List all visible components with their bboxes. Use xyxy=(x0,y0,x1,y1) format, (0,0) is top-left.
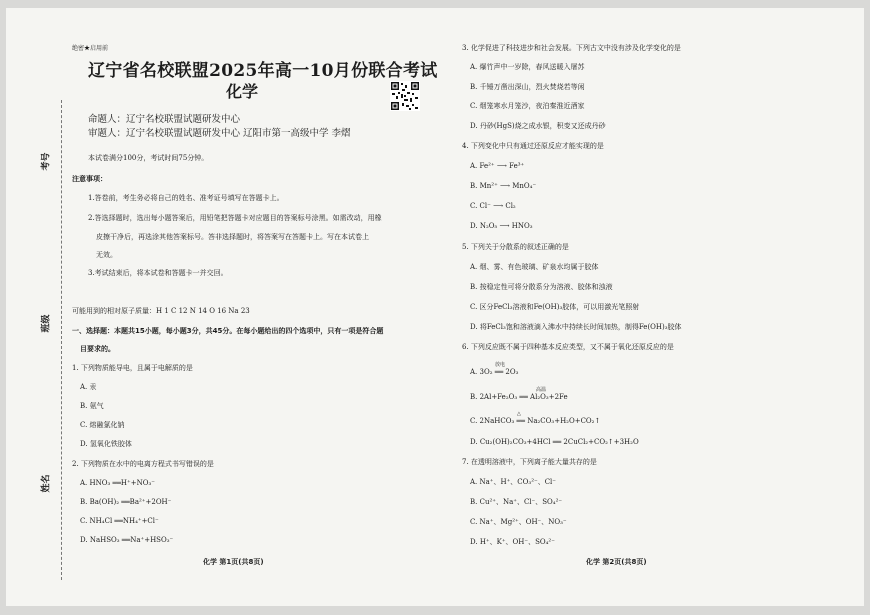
option: D. 丹砂(HgS)烧之成水银，积变又还成丹砂 xyxy=(470,122,606,130)
option: D. 氢氧化铁胶体 xyxy=(80,440,132,448)
option: C. 烟笼寒水月笼沙，夜泊秦淮近酒家 xyxy=(470,102,585,110)
option: A. HNO₃ ══H⁺+NO₃⁻ xyxy=(80,479,155,487)
notice-line: 1.答卷前，考生务必将自己的姓名、准考证号填写在答题卡上。 xyxy=(88,194,284,202)
option: B. Ba(OH)₂ ══Ba²⁺+2OH⁻ xyxy=(80,498,172,506)
notice-line: 无效。 xyxy=(96,251,117,259)
option: B. Cu²⁺、Na⁺、Cl⁻、SO₄²⁻ xyxy=(470,498,563,506)
question-stem: 2. 下列物质在水中的电离方程式书写错误的是 xyxy=(72,460,214,468)
reaction-condition: 高温 xyxy=(536,387,547,393)
notice-line: 皮擦干净后，再选涂其他答案标号。答非选择题时，将答案写在答题卡上。写在本试卷上 xyxy=(96,233,369,241)
side-label-exam-no: 考号 xyxy=(41,152,52,171)
reaction-condition: 放电 xyxy=(495,362,506,368)
option: A. 烟、雾、有色玻璃、矿泉水均属于胶体 xyxy=(470,263,599,271)
option: D. Cu₂(OH)₂CO₃+4HCl ══ 2CuCl₂+CO₂↑+3H₂O xyxy=(470,438,639,446)
option: C. 2NaHCO₃ ══ Na₂CO₃+H₂O+CO₂↑ xyxy=(470,417,601,425)
option: C. 区分FeCl₃溶液和Fe(OH)₃胶体，可以用激光笔照射 xyxy=(470,303,640,311)
notice-line: 3.考试结束后，将本试卷和答题卡一并交回。 xyxy=(88,269,228,277)
atomic-masses: 可能用到的相对原子质量：H 1 C 12 N 14 O 16 Na 23 xyxy=(72,307,250,315)
section-heading: 目要求的。 xyxy=(80,345,115,353)
reviewer-line: 审题人：辽宁名校联盟试题研发中心 辽阳市第一高级中学 李熠 xyxy=(88,128,351,139)
option: B. 千锤万凿出深山，烈火焚烧若等闲 xyxy=(470,83,585,91)
option: B. Mn²⁺ ⟶ MnO₄⁻ xyxy=(470,182,537,190)
binding-line xyxy=(61,100,62,580)
question-stem: 7. 在透明溶液中，下列离子能大量共存的是 xyxy=(462,458,597,466)
option: A. Fe²⁺ ⟶ Fe³⁺ xyxy=(470,162,525,170)
option: C. Na⁺、Mg²⁺、OH⁻、NO₃⁻ xyxy=(470,518,567,526)
side-label-name: 姓名 xyxy=(41,474,52,493)
option: D. NaHSO₃ ══Na⁺+HSO₃⁻ xyxy=(80,536,174,544)
exam-info: 本试卷满分100分，考试时间75分钟。 xyxy=(88,154,209,162)
option: D. N₂O₅ ⟶ HNO₃ xyxy=(470,222,533,230)
page-footer: 化学 第2页(共8页) xyxy=(586,558,647,566)
option: B. 按稳定性可将分散系分为溶液、胶体和浊液 xyxy=(470,283,613,291)
option: A. 爆竹声中一岁除，春风送暖入屠苏 xyxy=(470,63,585,71)
reaction-condition: △ xyxy=(517,411,521,417)
side-label-class: 班级 xyxy=(41,314,52,333)
notice-line: 2.答选择题时，选出每小题答案后，用铅笔把答题卡对应题目的答案标号涂黑。如需改动，用橡 xyxy=(88,214,382,222)
subject-title: 化学 xyxy=(226,82,259,101)
option: C. 熔融氯化钠 xyxy=(80,421,125,429)
option: B. 2Al+Fe₂O₃ ══ Al₂O₃+2Fe xyxy=(470,393,568,401)
question-stem: 5. 下列关于分散系的叙述正确的是 xyxy=(462,243,569,251)
setter-line: 命题人：辽宁名校联盟试题研发中心 xyxy=(88,114,241,125)
option: D. 将FeCl₃饱和溶液滴入沸水中持续长时间加热，制得Fe(OH)₃胶体 xyxy=(470,323,682,331)
page-footer: 化学 第1页(共8页) xyxy=(203,558,264,566)
notice-title: 注意事项： xyxy=(72,174,107,183)
option: A. Na⁺、H⁺、CO₃²⁻、Cl⁻ xyxy=(470,478,556,486)
question-stem: 4. 下列变化中只有通过还原反应才能实现的是 xyxy=(462,142,604,150)
question-stem: 1. 下列物质能导电，且属于电解质的是 xyxy=(72,364,193,372)
section-heading: 一、选择题：本题共15小题，每小题3分，共45分。在每小题给出的四个选项中，只有一项是符合题 xyxy=(72,327,384,335)
option: D. H⁺、K⁺、OH⁻、SO₄²⁻ xyxy=(470,538,555,546)
option: A. 3O₂ ══ 2O₃ xyxy=(470,368,519,376)
qr-code xyxy=(390,81,420,111)
question-stem: 6. 下列反应既不属于四种基本反应类型，又不属于氧化还原反应的是 xyxy=(462,343,674,351)
confidential-mark: 绝密★启用前 xyxy=(72,45,109,52)
option: C. Cl⁻ ⟶ Cl₂ xyxy=(470,202,516,210)
option: A. 汞 xyxy=(80,383,97,391)
question-stem: 3. 化学促进了科技进步和社会发展。下列古文中没有涉及化学变化的是 xyxy=(462,44,681,52)
exam-title: 辽宁省名校联盟2025年高一10月份联合考试 xyxy=(88,61,438,81)
option: C. NH₄Cl ══NH₄⁺+Cl⁻ xyxy=(80,517,159,525)
option: B. 氨气 xyxy=(80,402,104,410)
